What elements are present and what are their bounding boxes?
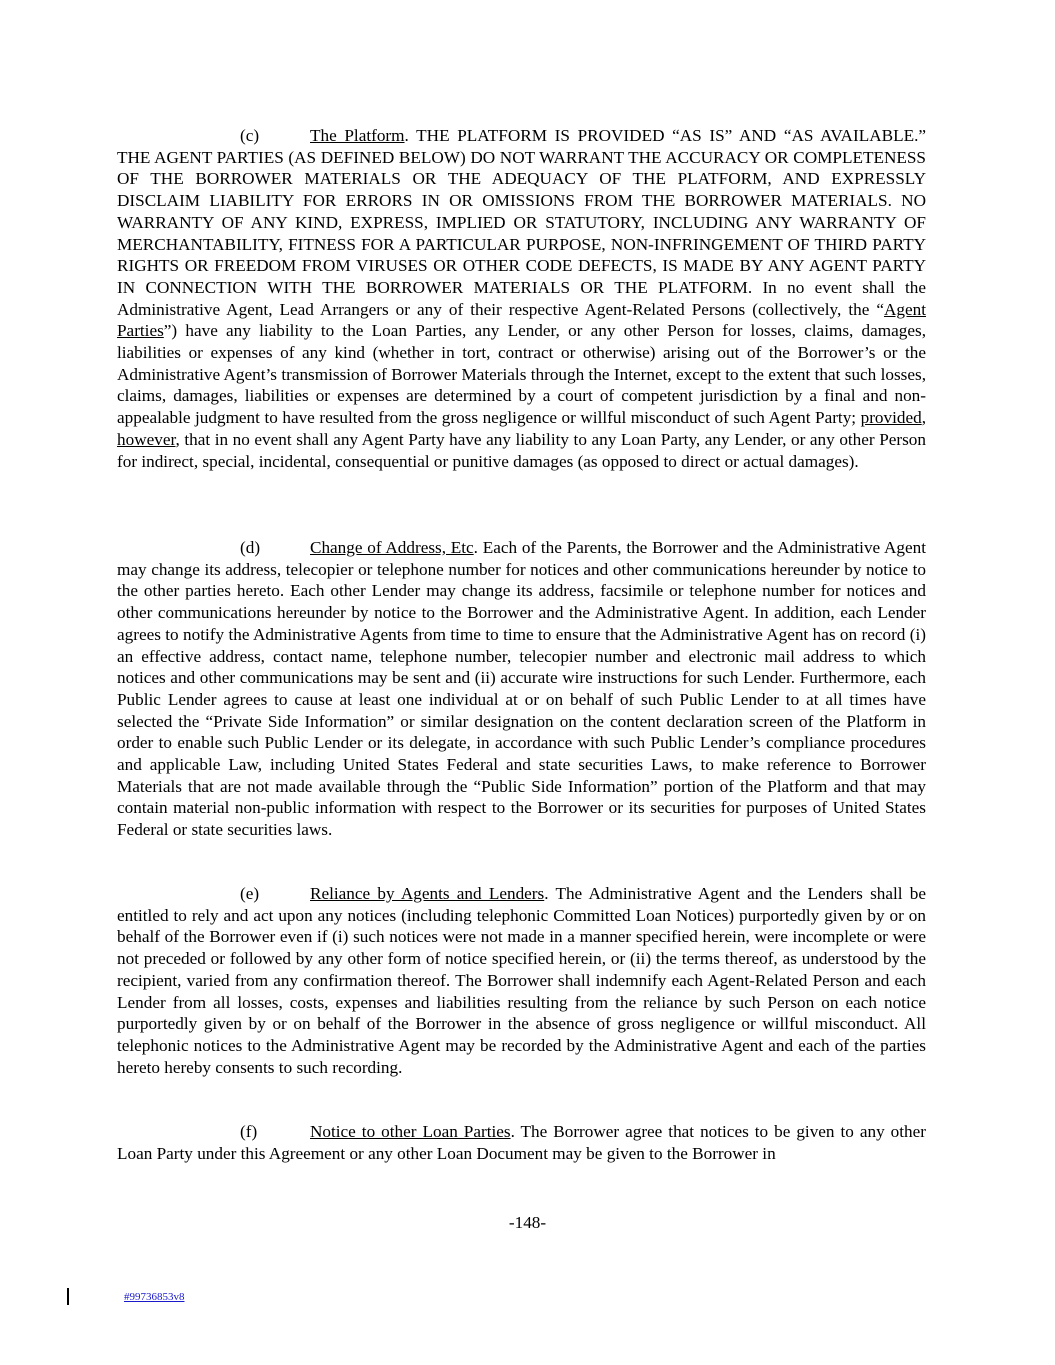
section-c-text-1: . THE PLATFORM IS PROVIDED “AS IS” AND “AS AVAILABLE.” THE AGENT PARTIES (AS DEFINED BELOW) DO NOT WARRANT THE ACCURACY OR COMPLETENESS OF THE BORROWER MATERIALS OR THE ADEQUACY OF THE PLATFORM, AND EXPRESSLY DISCLAIM LIABILITY FOR ERRORS IN OR OMISSIONS FROM THE BORROWER MATERIALS. NO WARRANTY OF ANY KIND, EXPRESS, IMPLIED OR STATUTORY, INCLUDING ANY WARRANTY OF MERCHANTABILITY, FITNESS FOR A PARTICULAR PURPOSE, NON-INFRINGEMENT OF THIRD PARTY RIGHTS OR FREEDOM FROM VIRUSES OR OTHER CODE DEFECTS, IS MADE BY ANY AGENT PARTY IN CONNECTION WITH THE BORROWER MATERIALS OR THE PLATFORM. In no event shall the Administrative Agent, Lead Arrangers or any of their respective Agent-Related Persons (collectively, the “ [117,126,926,319]
section-d-label: (d) [240,538,261,557]
section-e-text: . The Administrative Agent and the Lenders shall be entitled to rely and act upon any notices (including telephonic Committed Loan Notices) purportedly given by or on behalf of the Borrower even if (i) such notices were not made in a manner specified herein, were incomplete or were not preceded or followed by any other form of notice specified herein, or (ii) the terms thereof, as understood by the recipient, varied from any confirmation thereof. The Borrower shall indemnify each Agent-Related Person and each Lender from all losses, costs, expenses and liabilities resulting from the reliance by such Person on each notice purportedly given by or on behalf of the Borrower in the absence of gross negligence or willful misconduct. All telephonic notices to the Administrative Agent may be recorded by the Administrative Agent and each of the parties hereto hereby consents to such recording. [117,884,926,1077]
section-e-paragraph [117,883,926,1078]
section-f-paragraph [117,1121,926,1164]
section-c-defined-term: Agent Parties [117,299,926,341]
section-c-paragraph [117,125,926,472]
section-c-however: however [117,429,176,449]
section-d-paragraph [117,537,926,841]
section-c-comma: , [921,408,926,428]
page-number: -148- [508,1213,547,1232]
section-d-text: . Each of the Parents, the Borrower and the Administrative Agent may change its address, telecopier or telephone number for notices and other communications hereunder by notice to the other parties hereto. Each other Lender may change its address, facsimile or telephone number for notices and other communications hereunder by notice to the Borrower and the Administrative Agent. In addition, each Lender agrees to notify the Administrative Agents from time to time to ensure that the Administrative Agent has on record (i) an effective address, contact name, telephone number, telecopier number and electronic mail address to which notices and other communications may be sent and (ii) accurate wire instructions for such Lender. Furthermore, each Public Lender agrees to cause at least one individual at or on behalf of such Public Lender to at all times have selected the “Private Side Information” or similar designation on the content declaration screen of the Platform in order to enable such Public Lender or its delegate, in accordance with such Public Lender’s compliance procedures and applicable Law, including United States Federal and state securities Laws, to make reference to Borrower Materials that are not made available through the “Public Side Information” portion of the Platform and that may contain material non-public information with respect to the Borrower or its securities for purposes of United States Federal or state securities laws. [117,538,926,840]
section-f-heading: Notice to other Loan Parties [310,1122,511,1141]
section-f-text: . The Borrower agree that notices to be given to any other Loan Party under this Agreement or any other Loan Document may be given to the Borrower in [117,1122,926,1163]
section-d-heading: Change of Address, Etc [310,538,474,557]
document-id-link[interactable]: #99736853v8 [124,1291,185,1303]
section-c-text-3: , that in no event shall any Agent Party have any liability to any Loan Party, any Lender, or any other Person for indirect, special, incidental, consequential or punitive damages (as opposed to direct or actual damages). [117,429,926,471]
section-c-text-2: ”) have any liability to the Loan Parties, any Lender, or any other Person for losses, claims, damages, liabilities or expenses of any kind (whether in tort, contract or otherwise) arising out of the Borrower’s or the Administrative Agent’s transmission of Borrower Materials through the Internet, except to the extent that such losses, claims, damages, liabilities or expenses are determined by a court of competent jurisdiction by a final and non-appealable judgment to have resulted from the gross negligence or willful misconduct of such Agent Party; [117,321,926,428]
section-e-heading: Reliance by Agents and Lenders [310,884,545,903]
section-c-provided: provided [860,408,922,428]
revision-change-bar [67,1288,69,1305]
section-c-label: (c) [240,126,260,145]
section-f-label: (f) [240,1122,258,1141]
section-e-label: (e) [240,884,260,903]
section-c-heading: The Platform [310,126,405,145]
